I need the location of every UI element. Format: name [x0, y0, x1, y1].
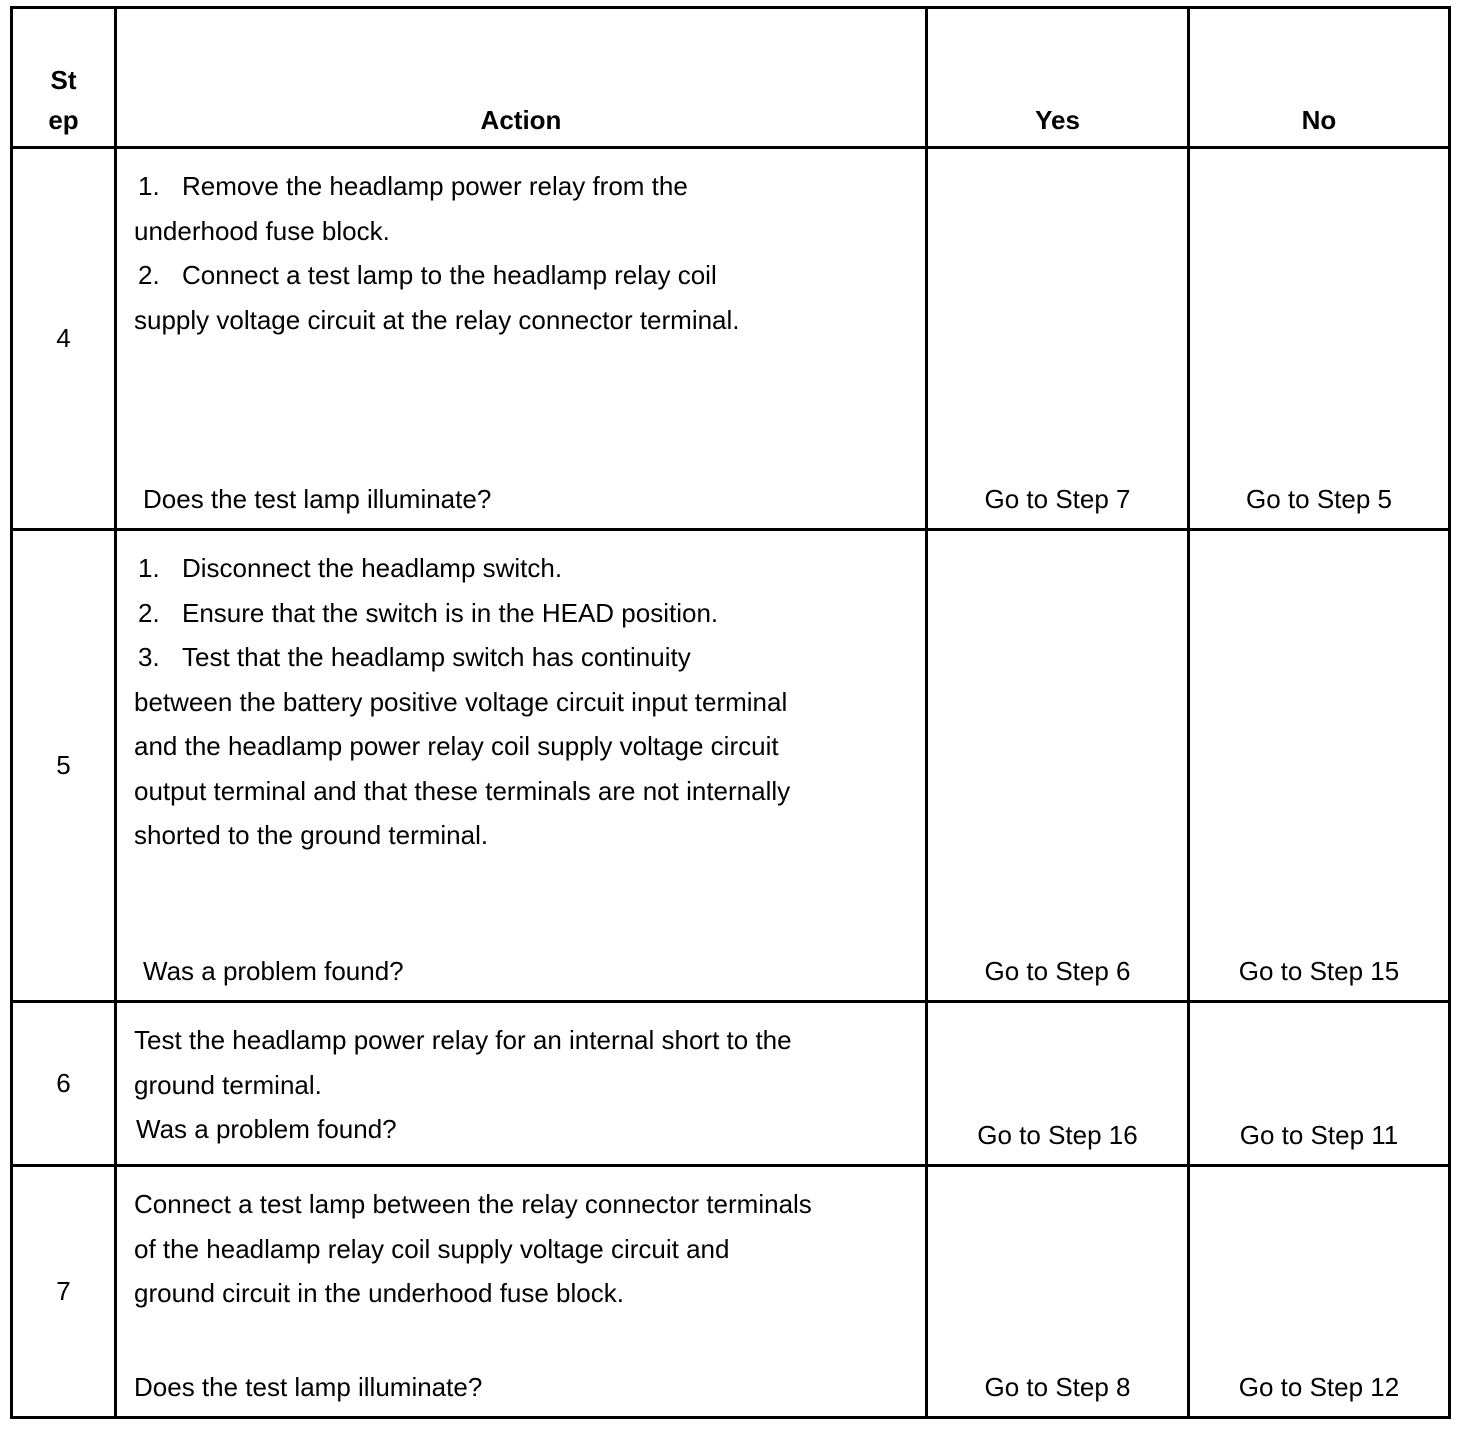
table-row [12, 530, 1450, 1002]
action-question: Does the test lamp illuminate? [143, 484, 492, 514]
no-cell [1189, 530, 1450, 1002]
action-line: and the headlamp power relay coil supply voltage circuit [134, 731, 779, 761]
action-cell [116, 1166, 927, 1418]
diagnostic-table [10, 6, 1451, 1419]
yes-answer: Go to Step 7 [984, 484, 1131, 514]
no-answer: Go to Step 5 [1246, 484, 1392, 514]
yes-answer: Go to Step 6 [984, 956, 1131, 986]
no-header: No [1189, 8, 1450, 148]
action-line: shorted to the ground terminal. [134, 820, 489, 850]
action-line: ground circuit in the underhood fuse block. [134, 1278, 624, 1308]
action-line: supply voltage circuit at the relay connector terminal. [134, 304, 740, 335]
step-number: 7 [12, 1166, 116, 1418]
action-line: Connect a test lamp between the relay connector terminals [134, 1189, 812, 1219]
action-line: 1. Remove the headlamp power relay from the [138, 171, 688, 201]
no-cell [1189, 1166, 1450, 1418]
action-line: of the headlamp relay coil supply voltage circuit and [134, 1233, 730, 1264]
yes-cell [927, 530, 1189, 1002]
action-line: output terminal and that these terminals are not internally [134, 775, 791, 806]
step-number: 5 [12, 530, 116, 1002]
step-header: St ep [12, 8, 116, 148]
header-row [12, 8, 1450, 148]
yes-cell [927, 148, 1189, 530]
action-line: 2. Ensure that the switch is in the HEAD position. [138, 597, 719, 628]
action-line: Test the headlamp power relay for an internal short to the [134, 1025, 792, 1055]
table-row [12, 1002, 1450, 1166]
table-row [12, 1166, 1450, 1418]
action-line: 1. Disconnect the headlamp switch. [138, 553, 563, 583]
yes-answer: Go to Step 16 [977, 1120, 1138, 1150]
yes-header: Yes [927, 8, 1189, 148]
yes-answer: Go to Step 8 [984, 1372, 1131, 1402]
action-cell [116, 530, 927, 1002]
action-question: Does the test lamp illuminate? [134, 1372, 483, 1402]
no-cell [1189, 1002, 1450, 1166]
action-question: Was a problem found? [136, 1114, 397, 1144]
action-header: Action [116, 8, 927, 148]
action-cell [116, 148, 927, 530]
no-answer: Go to Step 12 [1238, 1372, 1400, 1402]
table-row [12, 148, 1450, 530]
step-number: 6 [12, 1002, 116, 1166]
action-line: 2. Connect a test lamp to the headlamp relay coil [138, 260, 717, 290]
action-line: 3. Test that the headlamp switch has continuity [138, 642, 691, 672]
action-question: Was a problem found? [143, 956, 404, 986]
yes-cell [927, 1166, 1189, 1418]
action-cell [116, 1002, 927, 1166]
no-answer: Go to Step 15 [1238, 956, 1400, 986]
no-cell [1189, 148, 1450, 530]
action-line: underhood fuse block. [134, 215, 390, 246]
step-number: 4 [12, 148, 116, 530]
yes-cell [927, 1002, 1189, 1166]
action-line: ground terminal. [134, 1069, 322, 1100]
no-answer: Go to Step 11 [1239, 1120, 1399, 1150]
action-line: between the battery positive voltage circuit input terminal [134, 686, 788, 717]
